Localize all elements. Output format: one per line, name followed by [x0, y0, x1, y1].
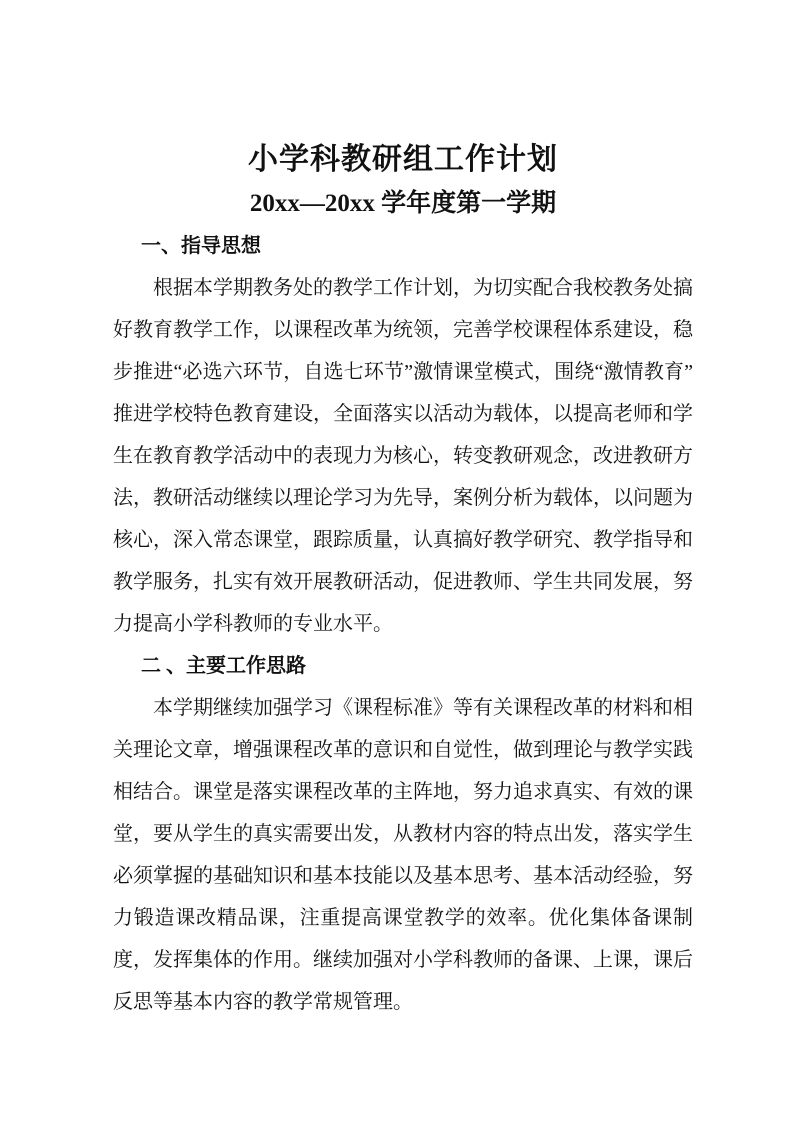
- document-subtitle: 20xx—20xx 学年度第一学期: [249, 190, 557, 217]
- paragraph-main-work-ideas: 本学期继续加强学习《课程标准》等有关课程改革的材料和相关理论文章，增强课程改革的意识和自觉性，做到理论与教学实践相结合。课堂是落实课程改革的主阵地，努力追求真实、有效的课堂，要从学生的真实需要出发，从教材内容的特点出发，落实学生必须掌握的基础知识和基本技能以及基本思考、基本活动经验，努力锻造课改精品课，注重提高课堂教学的效率。优化集体备课制度，发挥集体的作用。继续加强对小学科教师的备课、上课，课后反思等基本内容的教学常规管理。: [113, 697, 693, 1013]
- section-heading-guiding-ideology: 一、指导思想: [141, 235, 261, 257]
- paragraph-guiding-ideology: 根据本学期教务处的教学工作计划，为切实配合我校教务处搞好教育教学工作，以课程改革为统领，完善学校课程体系建设，稳步推进“必选六环节，自选七环节”激情课堂模式，围绕“激情教育”推进学校特色教育建设，全面落实以活动为载体，以提高老师和学生在教育教学活动中的表现力为核心，转变教研观念，改进教研方法，教研活动继续以理论学习为先导，案例分析为载体，以问题为核心，深入常态课堂，跟踪质量，认真搞好教学研究、教学指导和教学服务，扎实有效开展教研活动，促进教师、学生共同发展，努力提高小学科教师的专业水平。: [113, 277, 693, 635]
- section-heading-main-work-ideas: 二 、主要工作思路: [141, 655, 306, 677]
- document-title: 小学科教研组工作计划: [248, 143, 558, 176]
